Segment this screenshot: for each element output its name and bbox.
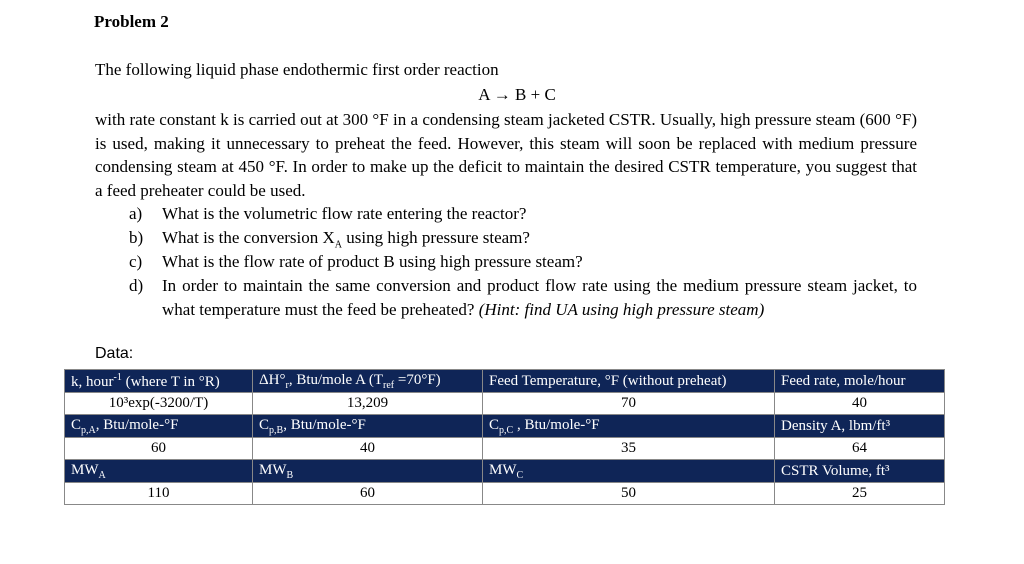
problem-title: Problem 2: [94, 12, 169, 31]
header-mw-c: $MW_C$: [483, 460, 775, 483]
header-cp-a: $C_{p,A}$, Btu/mole-°F: [65, 415, 253, 438]
header-cp-c: $C_{p,C}$ , Btu/mole-°F: [483, 415, 775, 438]
table-value-row: [65, 393, 945, 415]
value-cp-a: 60: [65, 438, 253, 460]
reaction-equation: A → B + C: [478, 85, 556, 104]
value-mw-c: 50: [483, 483, 775, 505]
table-value-row: [65, 483, 945, 505]
data-table: [64, 369, 945, 505]
header-cp-b: $C_{p,B}$, Btu/mole-°F: [253, 415, 483, 438]
table-header-row: [65, 460, 945, 483]
header-mw-a: $MW_A$: [65, 460, 253, 483]
question-text: What is the flow rate of product B using high pressure steam?: [162, 252, 583, 271]
question-text: In order to maintain the same conversion and product flow rate using the medium pressure steam jacket, to what temperature must the feed be preheated? (Hint: find UA using high pressure steam): [162, 276, 917, 319]
value-feed-rate: 40: [775, 393, 945, 415]
problem-paragraph: with rate constant k is carried out at 300 °F in a condensing steam jacketed CSTR. Usually, high pressure steam (600 °F) is used, making it unnecessary to preheat the feed. However, this steam will soon be replaced with medium pressure condensing steam at 450 °F. In order to make up the deficit to maintain the desired CSTR temperature, you suggest that a feed preheater could be used.: [95, 110, 917, 200]
question-label: b): [129, 228, 144, 247]
question-text: What is the conversion $X_A$ using high pressure steam?: [162, 228, 530, 251]
hint-text: (Hint: find UA using high pressure steam): [478, 299, 765, 319]
value-feed-temperature: 70: [483, 393, 775, 415]
header-feed-rate: Feed rate, mole/hour: [775, 370, 945, 393]
header-mw-b: $MW_B$: [253, 460, 483, 483]
header-rate-constant: k, hour$^{-1}$ (where T in °R): [65, 370, 253, 393]
value-mw-a: 110: [65, 483, 253, 505]
header-feed-temperature: Feed Temperature, °F (without preheat): [483, 370, 775, 393]
value-cstr-volume: 25: [775, 483, 945, 505]
value-cp-b: 40: [253, 438, 483, 460]
value-mw-b: 60: [253, 483, 483, 505]
header-density: Density A, lbm/ft³: [775, 415, 945, 438]
intro-text: The following liquid phase endothermic first order reaction: [95, 60, 499, 79]
value-density: 64: [775, 438, 945, 460]
header-heat-of-reaction: $\Delta H^\circ_r$, Btu/mole A $(T_{ref} =70^\circ F)$: [253, 370, 483, 393]
question-text: What is the volumetric flow rate entering the reactor?: [162, 204, 527, 223]
data-label: Data:: [95, 345, 134, 362]
table-header-row: [65, 370, 945, 393]
question-label: c): [129, 252, 143, 271]
value-rate-constant: 10³exp(-3200/T): [65, 393, 253, 415]
table-header-row: [65, 415, 945, 438]
question-label: d): [129, 276, 144, 295]
value-heat-of-reaction: 13,209: [253, 393, 483, 415]
header-cstr-volume: CSTR Volume, ft³: [775, 460, 945, 483]
table-value-row: [65, 438, 945, 460]
question-label: a): [129, 204, 143, 223]
value-cp-c: 35: [483, 438, 775, 460]
